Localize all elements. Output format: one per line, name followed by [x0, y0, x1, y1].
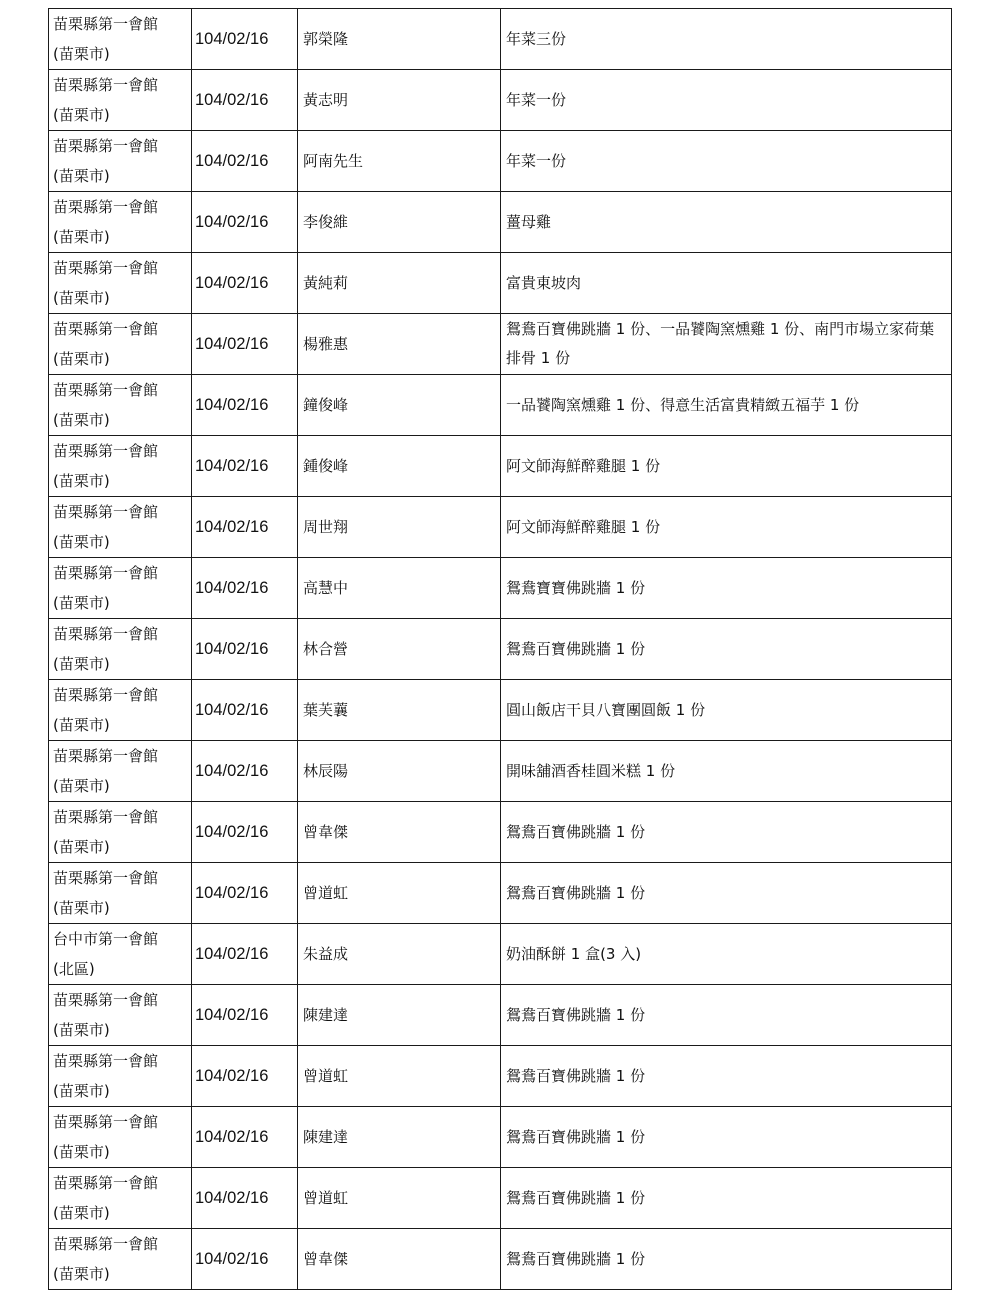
unit-cell: [49, 680, 192, 741]
donor-name-cell: 郭榮隆: [298, 9, 501, 70]
unit-name: 苗栗縣第一會館: [53, 381, 159, 399]
date-cell: 104/02/16: [192, 619, 298, 680]
table-row: [49, 436, 952, 497]
table-row: [49, 619, 952, 680]
unit-district: (苗栗市): [53, 1265, 110, 1283]
date-cell: 104/02/16: [192, 9, 298, 70]
table-row: [49, 1046, 952, 1107]
donated-item-cell: 阿文師海鮮醉雞腿 1 份: [501, 436, 952, 497]
date-cell: 104/02/16: [192, 375, 298, 436]
donor-name-cell: 李俊維: [298, 192, 501, 253]
unit-name: 苗栗縣第一會館: [53, 198, 159, 216]
unit-name: 苗栗縣第一會館: [53, 320, 159, 338]
unit-name: 苗栗縣第一會館: [53, 15, 159, 33]
donated-item-cell: 鴛鴦百寶佛跳牆 1 份: [501, 1168, 952, 1229]
donated-item-cell: 年菜一份: [501, 70, 952, 131]
unit-district: (苗栗市): [53, 777, 110, 795]
donated-item-cell: 鴛鴦百寶佛跳牆 1 份: [501, 619, 952, 680]
unit-cell: [49, 863, 192, 924]
unit-cell: [49, 1168, 192, 1229]
unit-name: 苗栗縣第一會館: [53, 1052, 159, 1070]
donated-item-cell: 鴛鴦百寶佛跳牆 1 份、一品饕陶窯燻雞 1 份、南門市場立家荷葉排骨 1 份: [501, 314, 952, 375]
unit-name: 苗栗縣第一會館: [53, 686, 159, 704]
unit-name: 苗栗縣第一會館: [53, 747, 159, 765]
unit-name: 苗栗縣第一會館: [53, 625, 159, 643]
donor-name-cell: 曾道虹: [298, 1168, 501, 1229]
unit-cell: [49, 1046, 192, 1107]
donated-item-cell: 奶油酥餅 1 盒(3 入): [501, 924, 952, 985]
unit-name: 苗栗縣第一會館: [53, 991, 159, 1009]
donor-name-cell: 高慧中: [298, 558, 501, 619]
unit-name: 苗栗縣第一會館: [53, 137, 159, 155]
unit-name: 苗栗縣第一會館: [53, 564, 159, 582]
donor-name-cell: 曾韋傑: [298, 1229, 501, 1290]
table-row: [49, 9, 952, 70]
unit-cell: [49, 192, 192, 253]
date-cell: 104/02/16: [192, 1107, 298, 1168]
donor-name-cell: 黃志明: [298, 70, 501, 131]
donor-name-cell: 阿南先生: [298, 131, 501, 192]
unit-cell: [49, 558, 192, 619]
unit-cell: [49, 436, 192, 497]
unit-cell: [49, 1107, 192, 1168]
donated-item-cell: 鴛鴦百寶佛跳牆 1 份: [501, 1229, 952, 1290]
donated-item-cell: 圓山飯店干貝八寶團圓飯 1 份: [501, 680, 952, 741]
unit-district: (苗栗市): [53, 533, 110, 551]
table-row: [49, 131, 952, 192]
donor-name-cell: 林辰陽: [298, 741, 501, 802]
donor-name-cell: 鐘俊峰: [298, 375, 501, 436]
table-row: [49, 497, 952, 558]
unit-cell: [49, 131, 192, 192]
unit-cell: [49, 314, 192, 375]
unit-name: 台中市第一會館: [53, 930, 159, 948]
unit-cell: [49, 741, 192, 802]
date-cell: 104/02/16: [192, 802, 298, 863]
unit-district: (苗栗市): [53, 1021, 110, 1039]
donated-item-cell: 鴛鴦百寶佛跳牆 1 份: [501, 1046, 952, 1107]
date-cell: 104/02/16: [192, 253, 298, 314]
unit-district: (苗栗市): [53, 228, 110, 246]
unit-name: 苗栗縣第一會館: [53, 808, 159, 826]
donated-item-cell: 鴛鴦百寶佛跳牆 1 份: [501, 1107, 952, 1168]
donor-name-cell: 朱益成: [298, 924, 501, 985]
date-cell: 104/02/16: [192, 192, 298, 253]
table-row: [49, 70, 952, 131]
donated-item-cell: 鴛鴦百寶佛跳牆 1 份: [501, 863, 952, 924]
date-cell: 104/02/16: [192, 1168, 298, 1229]
date-cell: 104/02/16: [192, 314, 298, 375]
unit-cell: [49, 70, 192, 131]
table-row: [49, 741, 952, 802]
date-cell: 104/02/16: [192, 70, 298, 131]
unit-cell: [49, 253, 192, 314]
donor-name-cell: 鍾俊峰: [298, 436, 501, 497]
table-row: [49, 1107, 952, 1168]
table-row: [49, 375, 952, 436]
donor-name-cell: 曾道虹: [298, 1046, 501, 1107]
table-row: [49, 253, 952, 314]
unit-district: (苗栗市): [53, 838, 110, 856]
date-cell: 104/02/16: [192, 863, 298, 924]
table-row: [49, 192, 952, 253]
table-body: [49, 9, 952, 1290]
unit-name: 苗栗縣第一會館: [53, 503, 159, 521]
date-cell: 104/02/16: [192, 497, 298, 558]
unit-district: (苗栗市): [53, 1204, 110, 1222]
unit-district: (苗栗市): [53, 472, 110, 490]
table-row: [49, 924, 952, 985]
unit-cell: [49, 619, 192, 680]
unit-district: (苗栗市): [53, 899, 110, 917]
table-row: [49, 802, 952, 863]
donor-name-cell: 黃純莉: [298, 253, 501, 314]
unit-district: (北區): [53, 960, 95, 978]
donor-name-cell: 周世翔: [298, 497, 501, 558]
date-cell: 104/02/16: [192, 680, 298, 741]
unit-cell: [49, 802, 192, 863]
date-cell: 104/02/16: [192, 924, 298, 985]
unit-name: 苗栗縣第一會館: [53, 1174, 159, 1192]
unit-cell: [49, 9, 192, 70]
unit-name: 苗栗縣第一會館: [53, 1235, 159, 1253]
table-row: [49, 985, 952, 1046]
donated-item-cell: 富貴東坡肉: [501, 253, 952, 314]
unit-district: (苗栗市): [53, 350, 110, 368]
date-cell: 104/02/16: [192, 558, 298, 619]
unit-district: (苗栗市): [53, 594, 110, 612]
unit-district: (苗栗市): [53, 1082, 110, 1100]
unit-cell: [49, 985, 192, 1046]
donated-item-cell: 年菜三份: [501, 9, 952, 70]
date-cell: 104/02/16: [192, 985, 298, 1046]
date-cell: 104/02/16: [192, 436, 298, 497]
donor-name-cell: 曾道虹: [298, 863, 501, 924]
donated-item-cell: 年菜一份: [501, 131, 952, 192]
date-cell: 104/02/16: [192, 1046, 298, 1107]
unit-name: 苗栗縣第一會館: [53, 76, 159, 94]
table-row: [49, 558, 952, 619]
donor-name-cell: 楊雅惠: [298, 314, 501, 375]
unit-district: (苗栗市): [53, 45, 110, 63]
donated-item-cell: 鴛鴦百寶佛跳牆 1 份: [501, 802, 952, 863]
table-row: [49, 1229, 952, 1290]
table-row: [49, 1168, 952, 1229]
unit-district: (苗栗市): [53, 167, 110, 185]
table-row: [49, 863, 952, 924]
unit-cell: [49, 375, 192, 436]
donated-item-cell: 一品饕陶窯燻雞 1 份、得意生活富貴精緻五福芋 1 份: [501, 375, 952, 436]
donor-name-cell: 林合營: [298, 619, 501, 680]
donated-item-cell: 鴛鴦百寶佛跳牆 1 份: [501, 985, 952, 1046]
unit-name: 苗栗縣第一會館: [53, 259, 159, 277]
date-cell: 104/02/16: [192, 741, 298, 802]
donor-name-cell: 曾韋傑: [298, 802, 501, 863]
unit-district: (苗栗市): [53, 289, 110, 307]
unit-name: 苗栗縣第一會館: [53, 869, 159, 887]
donated-item-cell: 開味舖酒香桂圓米糕 1 份: [501, 741, 952, 802]
unit-cell: [49, 497, 192, 558]
unit-district: (苗栗市): [53, 716, 110, 734]
table-row: [49, 314, 952, 375]
donor-name-cell: 陳建達: [298, 985, 501, 1046]
date-cell: 104/02/16: [192, 131, 298, 192]
unit-cell: [49, 1229, 192, 1290]
donated-item-cell: 阿文師海鮮醉雞腿 1 份: [501, 497, 952, 558]
unit-district: (苗栗市): [53, 655, 110, 673]
unit-cell: [49, 924, 192, 985]
donated-item-cell: 鴛鴦寶寶佛跳牆 1 份: [501, 558, 952, 619]
donor-name-cell: 葉芙蘘: [298, 680, 501, 741]
unit-district: (苗栗市): [53, 1143, 110, 1161]
unit-district: (苗栗市): [53, 411, 110, 429]
unit-name: 苗栗縣第一會館: [53, 442, 159, 460]
date-cell: 104/02/16: [192, 1229, 298, 1290]
donation-table: [48, 8, 952, 1290]
donated-item-cell: 薑母雞: [501, 192, 952, 253]
unit-name: 苗栗縣第一會館: [53, 1113, 159, 1131]
donor-name-cell: 陳建達: [298, 1107, 501, 1168]
unit-district: (苗栗市): [53, 106, 110, 124]
table-row: [49, 680, 952, 741]
